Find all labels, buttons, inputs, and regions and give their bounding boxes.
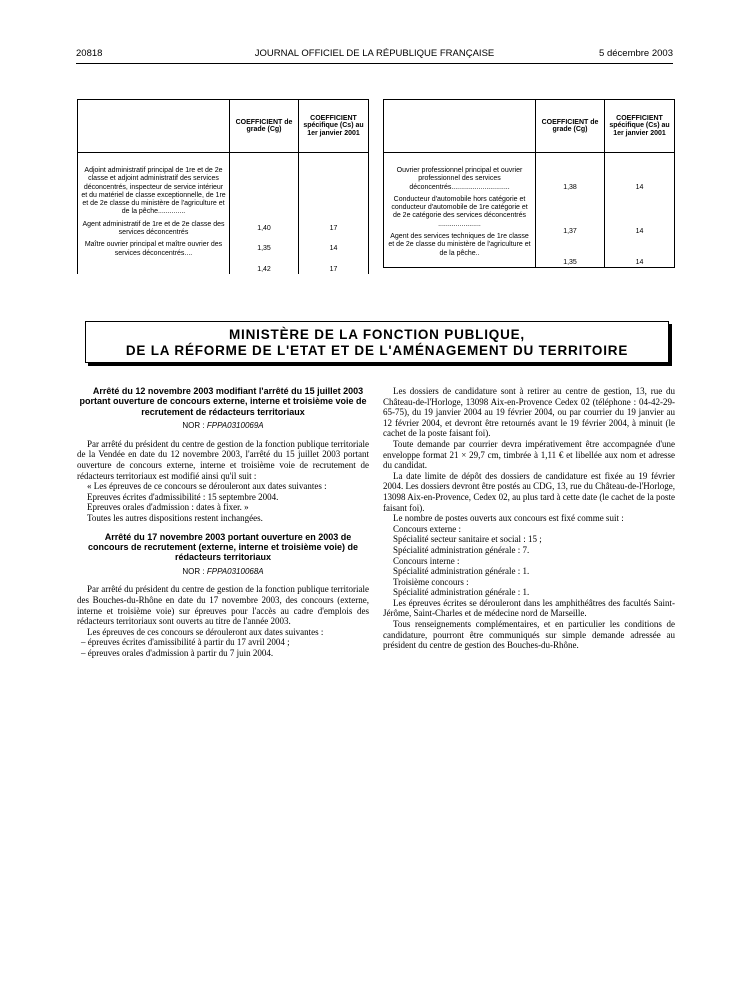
cs-value: 14: [635, 184, 644, 191]
paragraph: Toutes les autres dispositions restent inchangées.: [87, 512, 263, 523]
list-item: Spécialité administration générale : 1.: [393, 587, 530, 598]
list-item: Troisième concours :: [393, 576, 469, 587]
arrete-2-title: Arrêté du 17 novembre 2003 portant ouverture en 2003 de concours de recrutement (externe, interne et troisième voie) de rédacteurs territoriaux: [87, 531, 359, 563]
nor-code: FPPA0310069A: [206, 421, 264, 431]
cg-value: 1,38: [563, 184, 577, 191]
right-coefficient-table: [383, 99, 675, 268]
cg-value: 1,42: [257, 265, 271, 273]
table-row-label: Conducteur d'automobile hors catégorie et conducteur d'automobile de 1re catégorie et de 2e catégorie des services déconcentrés ......................: [391, 195, 528, 228]
cs-column-header: COEFFICIENT spécifique (Cs) au 1er janvier 2001: [605, 100, 675, 153]
header-rule: [76, 63, 673, 64]
arrete-2-nor: [77, 567, 369, 578]
cs-value: 14: [635, 258, 644, 266]
paragraph: Le nombre de postes ouverts aux concours est fixé comme suit :: [393, 513, 624, 524]
paragraph: Par arrêté du président du centre de gestion de la fonction publique territoriale de la Vendée en date du 12 novembre 2003, l'arrêté du 15 juillet 2003 portant ouverture de concours externe, interne et troisième voie de recrutement de rédacteurs territoriaux est modifié ainsi qu'il suit :: [77, 438, 369, 481]
label-column-header: [384, 100, 536, 153]
list-item: Concours interne :: [393, 555, 460, 566]
label-column-header: [78, 100, 230, 153]
cg-column-header: COEFFICIENT de grade (Cg): [536, 100, 605, 153]
journal-title: JOURNAL OFFICIEL DE LA RÉPUBLIQUE FRANÇAISE: [254, 48, 495, 59]
page-number: 20818: [76, 48, 103, 59]
publication-date: 5 décembre 2003: [599, 48, 673, 59]
cg-column-header: COEFFICIENT de grade (Cg): [230, 100, 299, 153]
table-row-label: Agent des services techniques de 1re classe et de 2e classe du ministère de l'agriculture et de la pêche..: [388, 233, 531, 257]
paragraph: « Les épreuves de ce concours se dérouleront aux dates suivantes :: [87, 481, 327, 492]
cg-value: 1,40: [257, 225, 271, 232]
paragraph: Tous renseignements complémentaires, et en particulier les conditions de candidature, pourront être communiqués sur simple demande adressée au président du centre de gestion des Bouches-du-Rhône.: [383, 619, 675, 651]
ministry-line-2: DE LA RÉFORME DE L'ETAT ET DE L'AMÉNAGEMENT DU TERRITOIRE: [125, 343, 629, 358]
cs-value: 17: [329, 265, 338, 273]
list-item: – épreuves orales d'admission à partir du 7 juin 2004.: [81, 647, 274, 658]
left-coefficient-table: [77, 99, 369, 274]
cg-value: 1,37: [563, 228, 577, 236]
table-row-label: Ouvrier professionnel principal et ouvrier professionnel des services déconcentrés..............................: [396, 167, 523, 191]
cg-value: 1,35: [257, 245, 271, 253]
paragraph: La date limite de dépôt des dossiers de candidature est fixée au 19 février 2004. Les dossiers devront être postés au CDG, 13, rue du Château-de-l'Horloge, 13098 Aix-en-Provence, Cedex 02, au plus tard à cette date (le cachet de la poste faisant foi).: [383, 470, 675, 513]
list-item: Spécialité administration générale : 1.: [393, 566, 530, 577]
left-text-column: [77, 386, 369, 659]
nor-label: NOR :: [182, 421, 205, 431]
cs-value: 14: [329, 245, 338, 253]
ministry-line-1: MINISTÈRE DE LA FONCTION PUBLIQUE,: [229, 327, 525, 342]
list-item: Concours externe :: [393, 523, 461, 534]
list-item: Spécialité secteur sanitaire et social : 15 ;: [393, 534, 542, 545]
list-item: – épreuves écrites d'amissibilité à partir du 17 avril 2004 ;: [81, 637, 290, 648]
ministry-banner: [85, 321, 669, 363]
paragraph: Par arrêté du président du centre de gestion de la fonction publique territoriale des Bouches-du-Rhône en date du 17 novembre 2003, des concours (externe, interne et troisième voie) sur épreuves pour l'accès au cadre d'emplois des rédacteurs territoriaux sont ouverts au titre de l'année 2003.: [77, 584, 369, 627]
nor-code: FPPA0310068A: [206, 566, 264, 576]
table-row-label: Adjoint administratif principal de 1re et de 2e classe et adjoint administratif des services déconcentrés, inspecteur de service intérieur et du matériel de classe exceptionnelle, de 1re et de 2e classe du ministère de l'agriculture et de la pêche..............: [81, 167, 226, 216]
paragraph: Les épreuves de ces concours se dérouleront aux dates suivantes :: [87, 626, 324, 637]
nor-label: NOR :: [182, 566, 205, 576]
right-text-column: [383, 386, 675, 651]
paragraph: Epreuves écrites d'admissibilité : 15 septembre 2004.: [87, 491, 279, 502]
table-row-label: Maître ouvrier principal et maître ouvrier des services déconcentrés....: [84, 241, 223, 257]
arrete-1-nor: [77, 421, 369, 432]
paragraph: Toute demande par courrier devra impérativement être accompagnée d'une enveloppe format 21 × 29,7 cm, timbrée à 1,11 € et libellée aux nom et adresse du candidat.: [383, 438, 675, 471]
table-row-label: Agent administratif de 1re et de 2e classe des services déconcentrés: [82, 220, 225, 237]
cs-column-header: COEFFICIENT spécifique (Cs) au 1er janvier 2001: [299, 100, 369, 153]
page-header: [76, 48, 673, 62]
cs-value: 14: [635, 228, 644, 236]
paragraph: Les dossiers de candidature sont à retirer au centre de gestion, 13, rue du Château-de-l'Horloge, 13098 Aix-en-Provence Cedex 02 (téléphone : 04-42-29-65-75), du 19 janvier 2004 au 19 février 2004, ou par courrier du 19 janvier au 12 février 2004, et devront être retournés avant le 19 février 2004, à minuit (le cachet de la poste faisant foi).: [383, 386, 675, 439]
list-item: Spécialité administration générale : 7.: [393, 544, 530, 555]
paragraph: Epreuves orales d'admission : dates à fixer. »: [87, 502, 249, 513]
paragraph: Les épreuves écrites se dérouleront dans les amphithéâtres des facultés Saint-Jérôme, Saint-Charles et de médecine nord de Marseille.: [383, 597, 675, 619]
cg-value: 1,35: [563, 258, 577, 266]
arrete-1-title: Arrêté du 12 novembre 2003 modifiant l'arrêté du 15 juillet 2003 portant ouverture de concours externe, interne et troisième voie de recrutement de rédacteurs territoriaux: [79, 386, 367, 417]
cs-value: 17: [329, 225, 338, 232]
